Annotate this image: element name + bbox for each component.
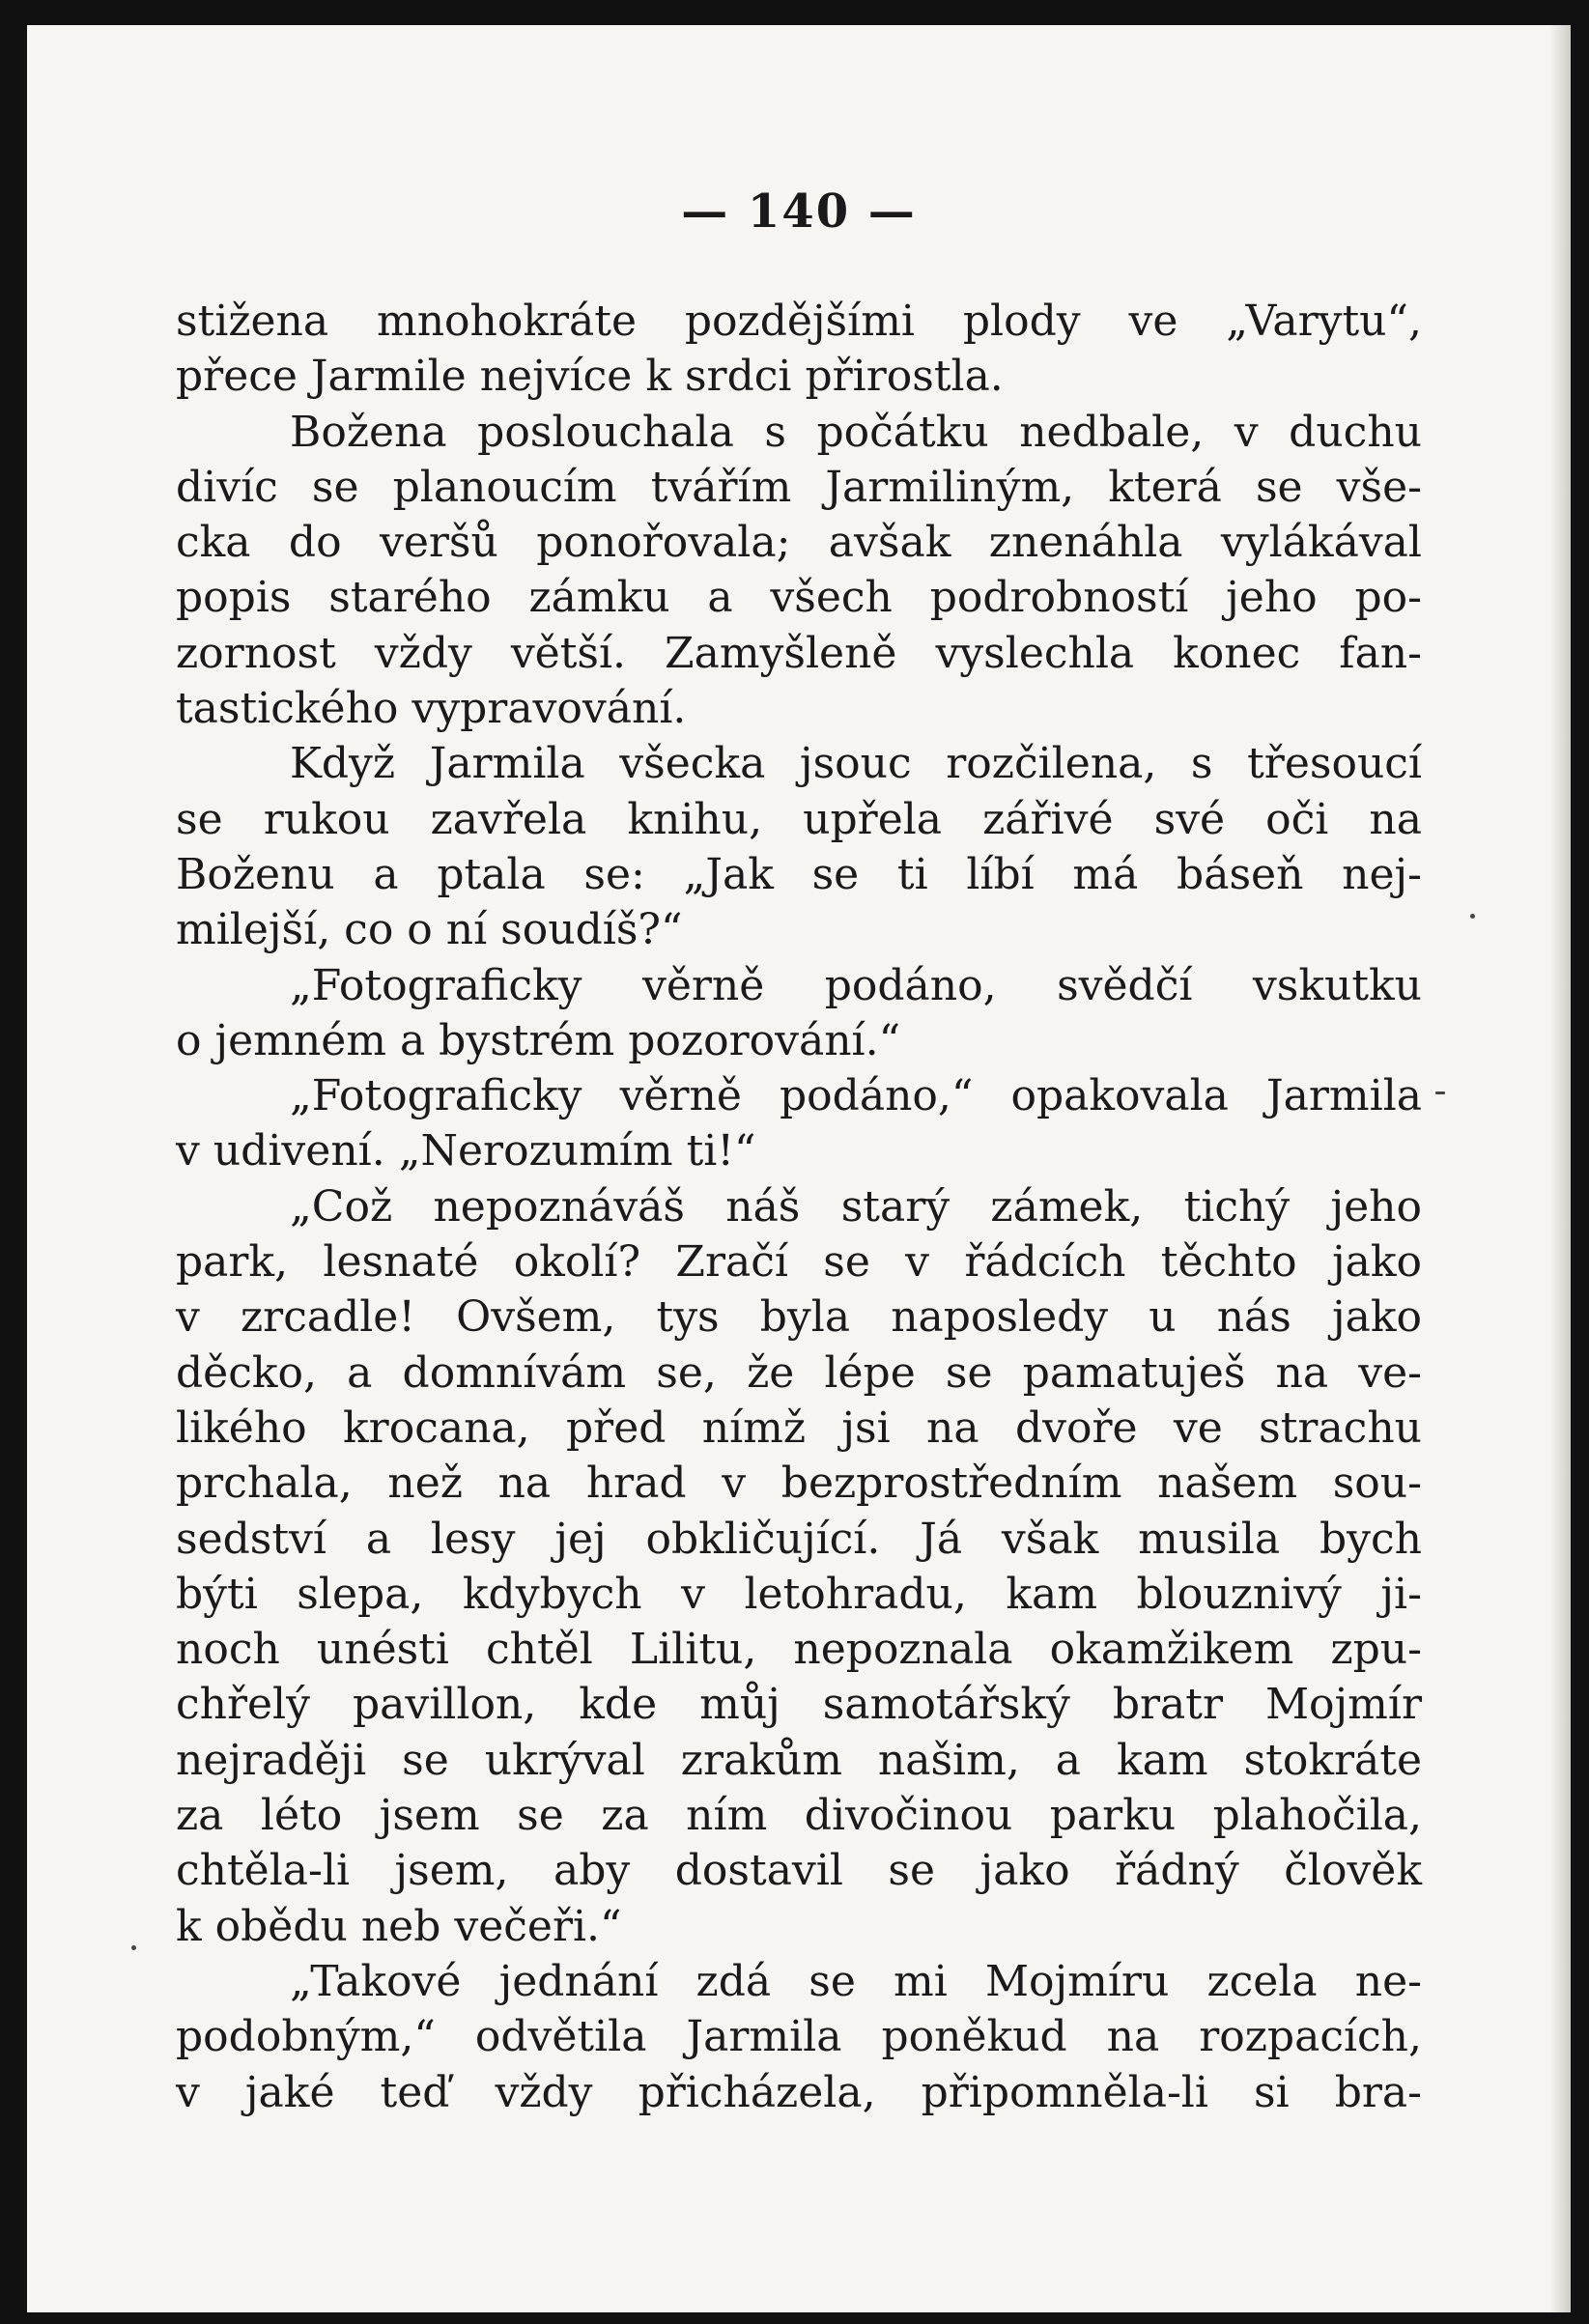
body-text — [176, 294, 1422, 2120]
text-line: „Takové jednání zdá se mi Mojmíru zcela ne- — [290, 1956, 1422, 2006]
text-line: býti slepa, kdybych v letohradu, kam blouznivý ji- — [176, 1569, 1422, 1619]
page-edge-shadow — [1549, 25, 1571, 2312]
text-line: v jaké teď vždy přicházela, připomněla-li si bra- — [176, 2067, 1422, 2117]
text-line: k obědu neb večeři.“ — [176, 1901, 622, 1951]
text-line: se rukou zavřela knihu, upřela zářivé své oči na — [176, 794, 1422, 844]
text-line: likého krocana, před nímž jsi na dvoře ve strachu — [176, 1403, 1422, 1453]
text-line: o jemném a bystrém pozorování.“ — [176, 1015, 901, 1065]
text-line: Boženu a ptala se: „Jak se ti líbí má báseň nej- — [176, 849, 1422, 899]
text-line: divíc se planoucím tvářím Jarmiliným, která se vše- — [176, 462, 1422, 512]
text-line: Božena poslouchala s počátku nedbale, v duchu — [290, 407, 1422, 457]
text-line: sedství a lesy jej obkličující. Já však musila bych — [176, 1514, 1422, 1564]
text-line: milejší, co o ní soudíš?“ — [176, 905, 683, 955]
book-page — [27, 25, 1571, 2312]
text-line: tastického vypravování. — [176, 684, 687, 734]
text-line: cka do veršů ponořovala; avšak znenáhla vylákával — [176, 518, 1422, 568]
text-line: chřelý pavillon, kde můj samotářský bratr Mojmír — [176, 1680, 1422, 1730]
text-line: „Což nepoznáváš náš starý zámek, tichý jeho — [290, 1181, 1422, 1232]
text-line: zornost vždy větší. Zamyšleně vyslechla konec fan- — [176, 628, 1422, 678]
text-line: chtěla-li jsem, aby dostavil se jako řádný člověk — [176, 1846, 1422, 1896]
text-line: v zrcadle! Ovšem, tys byla naposledy u nás jako — [176, 1292, 1422, 1343]
text-line: park, lesnaté okolí? Zračí se v řádcích těchto jako — [176, 1237, 1422, 1288]
text-line: podobným,“ odvětila Jarmila poněkud na rozpacích, — [176, 2012, 1422, 2062]
text-line: Když Jarmila všecka jsouc rozčilena, s třesoucí — [290, 739, 1422, 789]
text-line: „Fotograficky věrně podáno,“ opakovala Jarmila — [290, 1071, 1422, 1121]
text-line: děcko, a domnívám se, že lépe se pamatuješ na ve- — [176, 1347, 1422, 1398]
text-line: v udivení. „Nerozumím ti!“ — [176, 1126, 756, 1176]
text-line: stižena mnohokráte pozdějšími plody ve „Varytu“, — [176, 297, 1422, 346]
text-line: nejraději se ukrýval zrakům našim, a kam stokráte — [176, 1735, 1422, 1785]
text-line: prchala, než na hrad v bezprostředním našem sou- — [176, 1459, 1422, 1509]
page-number: — 140 — — [681, 184, 917, 239]
scan-speck — [1470, 914, 1475, 919]
text-line: přece Jarmile nejvíce k srdci přirostla. — [176, 352, 1004, 402]
text-line: za léto jsem se za ním divočinou parku plahočila, — [176, 1791, 1422, 1841]
text-line: „Fotograficky věrně podáno, svědčí vskutku — [290, 960, 1422, 1010]
text-line: noch unésti chtěl Lilitu, nepoznala okamžikem zpu- — [176, 1625, 1422, 1675]
scan-speck — [131, 1945, 136, 1950]
scan-speck — [1435, 1091, 1445, 1094]
text-line: popis starého zámku a všech podrobností jeho po- — [176, 573, 1422, 623]
